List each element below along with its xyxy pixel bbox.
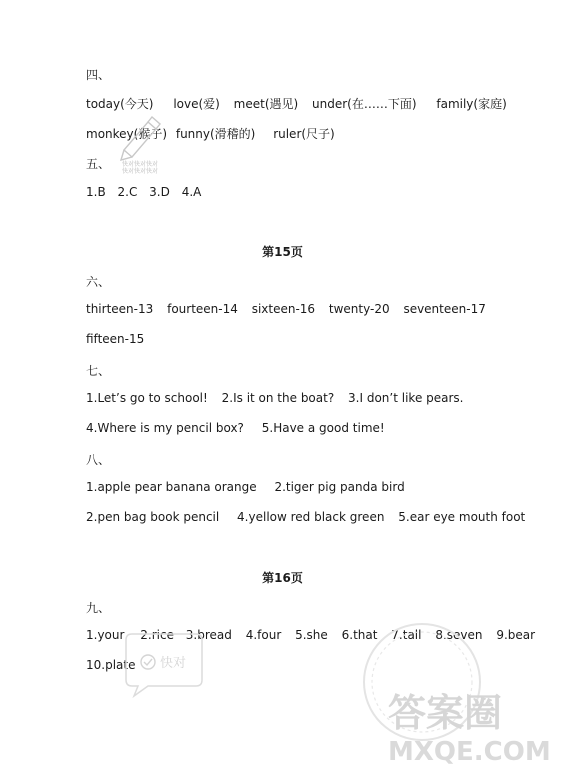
answer-item: monkey(猴子) [86, 127, 168, 141]
answer-item: 1.B [86, 185, 106, 199]
page-15-heading: 第15页 [262, 245, 303, 259]
answer-item: 10.plate [86, 658, 136, 672]
answer-item: 1.apple pear banana orange [86, 480, 257, 494]
answer-item: funny(滑稽的) [175, 127, 256, 141]
answer-item: 4.Where is my pencil box? [86, 421, 244, 435]
answer-item: 2.rice [140, 628, 174, 642]
section-5-marker: 五、 [86, 157, 111, 171]
stamp-mid-text: 快对 [160, 656, 187, 671]
section-4-row-1 [86, 95, 507, 112]
section-5-row [86, 185, 201, 199]
logo-watermark-icon [352, 620, 558, 770]
answer-item: today(今天) [86, 97, 154, 111]
section-4-marker: 四、 [86, 68, 111, 82]
answer-item: 1.your [86, 628, 125, 642]
section-8-row-1 [86, 480, 405, 494]
answer-item: 3.bread [185, 628, 232, 642]
answer-item: 2.tiger pig panda bird [274, 480, 405, 494]
answer-item: 4.yellow red black green [237, 510, 385, 524]
section-9-row-1 [86, 628, 535, 642]
logo-main-text: 答案圈 [388, 691, 503, 735]
section-8-row-2 [86, 510, 525, 524]
answer-item: 6.that [341, 628, 378, 642]
section-4-row-2 [86, 125, 335, 142]
answer-item: love(爱) [173, 97, 220, 111]
answer-item: fifteen-15 [86, 332, 145, 346]
section-6-row-2 [86, 332, 144, 346]
stamp-small-line2: 快对快对快对 [122, 168, 159, 174]
answer-item: 1.Let’s go to school! [86, 391, 208, 405]
logo-site-text: MXQE.COM [388, 737, 551, 767]
answer-item: sixteen-16 [251, 302, 316, 316]
answer-item: 8.seven [435, 628, 483, 642]
section-6-marker: 六、 [86, 275, 111, 289]
answer-item: fourteen-14 [167, 302, 238, 316]
answer-item: 5.she [295, 628, 328, 642]
answer-item: 5.ear eye mouth foot [398, 510, 526, 524]
section-9-row-2 [86, 658, 135, 672]
page-16-heading: 第16页 [262, 571, 303, 585]
answer-item: seventeen-17 [403, 302, 486, 316]
stamp-small-line1: 快对快对快对 [122, 161, 159, 168]
section-6-row-1 [86, 302, 486, 316]
answer-item: 4.A [181, 185, 202, 199]
answer-item: 2.C [117, 185, 138, 199]
section-7-row-2 [86, 421, 385, 435]
section-8-marker: 八、 [86, 453, 111, 467]
answer-item: 5.Have a good time! [261, 421, 385, 435]
answer-item: 7.tall [391, 628, 422, 642]
answer-item: under(在……下面) [312, 97, 417, 111]
answer-item: meet(遇见) [233, 97, 299, 111]
section-9-marker: 九、 [86, 601, 111, 615]
answer-item: twenty-20 [328, 302, 390, 316]
answer-item: thirteen-13 [86, 302, 154, 316]
answer-item: 2.pen bag book pencil [86, 510, 220, 524]
answer-item: 2.Is it on the boat? [221, 391, 335, 405]
answer-item: 3.D [149, 185, 170, 199]
section-7-row-1 [86, 391, 464, 405]
answer-item: ruler(尺子) [273, 127, 335, 141]
answer-item: 9.bear [496, 628, 536, 642]
section-7-marker: 七、 [86, 364, 111, 378]
answer-item: family(家庭) [436, 97, 507, 111]
answer-item: 4.four [245, 628, 282, 642]
answer-item: 3.I don’t like pears. [348, 391, 464, 405]
